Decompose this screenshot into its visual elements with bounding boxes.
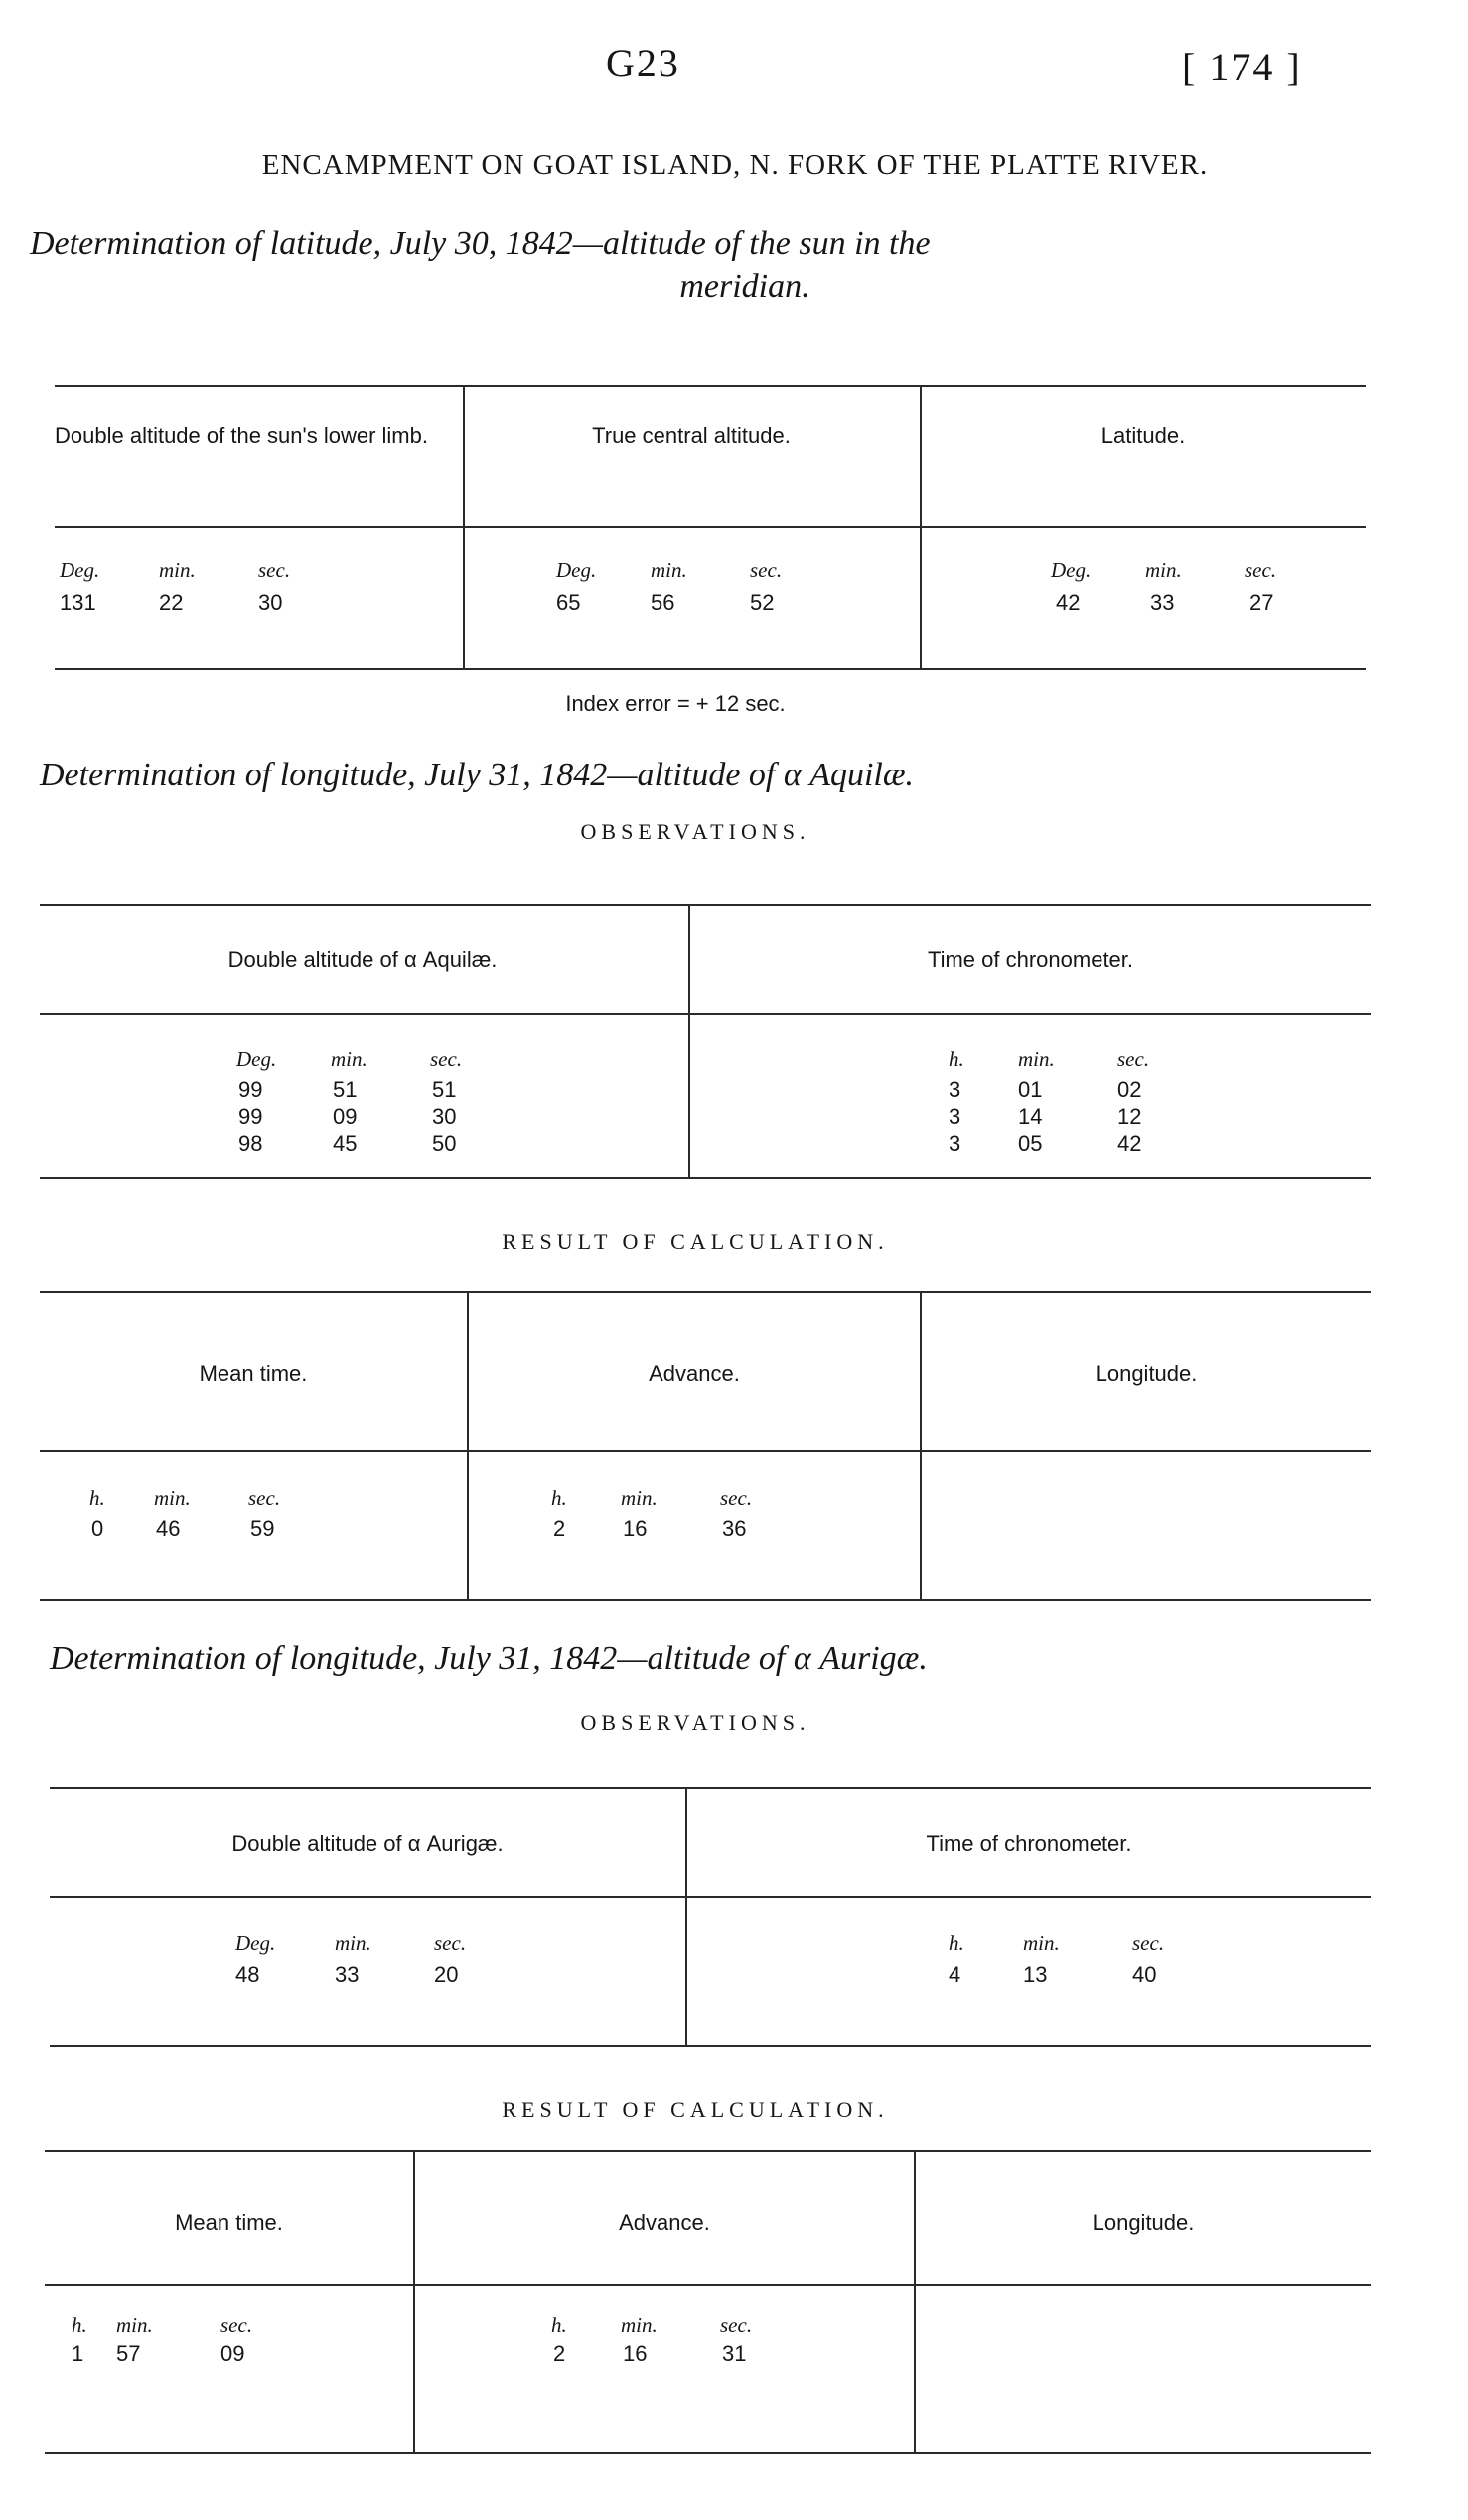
unit-label: min. <box>331 1048 367 1071</box>
unit-row <box>949 1048 1177 1072</box>
table-cell: 36 <box>722 1516 747 1541</box>
table-rule <box>55 385 1366 387</box>
table-rule <box>40 904 1371 906</box>
column-rule <box>685 1787 687 2045</box>
table-cell: 3 <box>949 1077 961 1102</box>
unit-label: min. <box>159 558 196 582</box>
column-rule <box>920 1291 922 1599</box>
table-cell: 22 <box>159 590 184 615</box>
table-cell: 16 <box>623 1516 648 1541</box>
unit-label: sec. <box>258 558 291 582</box>
running-title: ENCAMPMENT ON GOAT ISLAND, N. FORK OF THE PLATTE RIVER. <box>261 149 1209 181</box>
column-header: Advance. <box>649 1361 740 1386</box>
section2-title: Determination of longitude, July 31, 1842—altitude of α Aquilæ. <box>40 757 915 793</box>
table-row <box>556 590 829 616</box>
column-header: Time of chronometer. <box>926 1831 1132 1856</box>
table-cell: 14 <box>1018 1104 1043 1129</box>
unit-label: sec. <box>750 558 783 582</box>
table-row <box>238 1130 492 1157</box>
table-cell: 20 <box>434 1962 459 1987</box>
observations-label: OBSERVATIONS. <box>580 1710 810 1735</box>
unit-row <box>1051 558 1324 583</box>
table-row <box>235 1962 494 1988</box>
table-cell: 12 <box>1117 1104 1142 1129</box>
table-cell: 57 <box>116 2341 141 2366</box>
table-cell: 50 <box>432 1131 457 1156</box>
table-row <box>949 1076 1177 1103</box>
table-cell: 56 <box>651 590 675 615</box>
unit-label: h. <box>551 2313 567 2337</box>
unit-label: sec. <box>720 1486 753 1510</box>
table-cell: 01 <box>1018 1077 1043 1102</box>
unit-row <box>551 2313 780 2338</box>
section3-title: Determination of longitude, July 31, 1842—altitude of α Aurigæ. <box>50 1640 928 1677</box>
table-cell: 27 <box>1249 590 1274 615</box>
table-cell: 65 <box>556 590 581 615</box>
column-rule <box>467 1291 469 1599</box>
column-header: Double altitude of the sun's lower limb. <box>55 423 428 448</box>
unit-label: min. <box>651 558 687 582</box>
column-header: Longitude. <box>1095 1361 1198 1386</box>
table-row <box>949 1962 1192 1988</box>
unit-label: Deg. <box>556 558 597 582</box>
unit-label: h. <box>72 2313 87 2337</box>
table-row <box>949 1130 1177 1157</box>
page-number-right: [ 174 ] <box>1182 45 1302 89</box>
table-rule <box>40 1013 1371 1015</box>
table-cell: 33 <box>335 1962 360 1987</box>
unit-label: min. <box>621 2313 658 2337</box>
column-header: Double altitude of α Aquilæ. <box>227 947 498 972</box>
table-row <box>72 2341 280 2367</box>
unit-label: h. <box>89 1486 105 1510</box>
table-cell: 42 <box>1117 1131 1142 1156</box>
table-rule <box>45 2150 1371 2152</box>
unit-label: min. <box>116 2313 153 2337</box>
result-label: RESULT OF CALCULATION. <box>502 1229 889 1254</box>
unit-label: sec. <box>430 1048 463 1071</box>
unit-row <box>72 2313 280 2338</box>
table-cell: 51 <box>333 1077 358 1102</box>
table-row <box>1056 590 1329 616</box>
table-cell: 3 <box>949 1131 961 1156</box>
table-cell: 2 <box>553 1516 566 1541</box>
unit-label: h. <box>949 1048 964 1071</box>
unit-label: sec. <box>1132 1931 1165 1955</box>
section1-title: Determination of latitude, July 30, 1842—altitude of the sun in the <box>30 225 931 262</box>
unit-label: sec. <box>1245 558 1277 582</box>
unit-label: sec. <box>220 2313 253 2337</box>
unit-label: min. <box>621 1486 658 1510</box>
column-rule <box>413 2150 415 2452</box>
table-cell: 45 <box>333 1131 358 1156</box>
table-cell: 1 <box>72 2341 84 2366</box>
unit-label: Deg. <box>1051 558 1092 582</box>
unit-row <box>949 1931 1192 1956</box>
column-header: Mean time. <box>199 1361 308 1386</box>
column-header: Time of chronometer. <box>927 947 1134 972</box>
table-cell: 09 <box>333 1104 358 1129</box>
table-cell: 51 <box>432 1077 457 1102</box>
table-row <box>238 1103 492 1130</box>
unit-row <box>551 1486 780 1511</box>
table-rule <box>50 2045 1371 2047</box>
table-cell: 40 <box>1132 1962 1157 1987</box>
unit-label: min. <box>1018 1048 1055 1071</box>
table-cell: 05 <box>1018 1131 1043 1156</box>
table-rule <box>40 1599 1371 1601</box>
unit-row <box>89 1486 308 1511</box>
unit-row <box>235 1931 494 1956</box>
table-row <box>553 2341 782 2367</box>
table-cell: 09 <box>220 2341 245 2366</box>
table-cell: 16 <box>623 2341 648 2366</box>
table-row <box>949 1103 1177 1130</box>
table-cell: 99 <box>238 1104 263 1129</box>
table-rule <box>40 1177 1371 1179</box>
column-rule <box>688 904 690 1177</box>
table-row <box>60 590 338 616</box>
table-cell: 30 <box>258 590 283 615</box>
index-error-note: Index error = + 12 sec. <box>565 691 786 716</box>
column-header: Mean time. <box>175 2210 283 2235</box>
unit-label: min. <box>154 1486 191 1510</box>
table-cell: 02 <box>1117 1077 1142 1102</box>
unit-label: sec. <box>1117 1048 1150 1071</box>
observations-label: OBSERVATIONS. <box>580 819 810 844</box>
table-row <box>91 1516 310 1542</box>
table-cell: 131 <box>60 590 96 615</box>
table-cell: 99 <box>238 1077 263 1102</box>
table-cell: 46 <box>156 1516 181 1541</box>
table-rule <box>55 526 1366 528</box>
table-cell: 4 <box>949 1962 961 1987</box>
table-row <box>553 1516 782 1542</box>
table-cell: 98 <box>238 1131 263 1156</box>
table-cell: 31 <box>722 2341 747 2366</box>
unit-row <box>60 558 338 583</box>
unit-label: Deg. <box>236 1048 277 1071</box>
unit-label: Deg. <box>60 558 100 582</box>
table-rule <box>45 2452 1371 2454</box>
unit-label: sec. <box>720 2313 753 2337</box>
unit-label: min. <box>1145 558 1182 582</box>
table-rule <box>50 1787 1371 1789</box>
table-cell: 59 <box>250 1516 275 1541</box>
table-cell: 13 <box>1023 1962 1048 1987</box>
unit-label: min. <box>335 1931 371 1955</box>
table-cell: 2 <box>553 2341 566 2366</box>
unit-label: sec. <box>434 1931 467 1955</box>
table-rule <box>50 1896 1371 1898</box>
table-cell: 3 <box>949 1104 961 1129</box>
table-cell: 42 <box>1056 590 1081 615</box>
table-cell: 52 <box>750 590 775 615</box>
unit-label: Deg. <box>235 1931 276 1955</box>
section1-title-cont: meridian. <box>679 268 810 305</box>
column-header: Double altitude of α Aurigæ. <box>231 1831 504 1856</box>
result-label: RESULT OF CALCULATION. <box>502 2097 889 2122</box>
table-row <box>238 1076 492 1103</box>
column-header: Latitude. <box>1101 423 1186 448</box>
column-rule <box>914 2150 916 2452</box>
page-number-left: G23 <box>606 41 680 85</box>
column-header: Longitude. <box>1092 2210 1195 2235</box>
table-cell: 48 <box>235 1962 260 1987</box>
table-rule <box>45 2284 1371 2286</box>
table-rule <box>40 1291 1371 1293</box>
table-cell: 0 <box>91 1516 104 1541</box>
table-cell: 33 <box>1150 590 1175 615</box>
table-cell: 30 <box>432 1104 457 1129</box>
unit-label: h. <box>551 1486 567 1510</box>
unit-label: sec. <box>248 1486 281 1510</box>
table-rule <box>55 668 1366 670</box>
unit-row <box>236 1048 490 1072</box>
column-header: True central altitude. <box>592 423 791 448</box>
unit-label: h. <box>949 1931 964 1955</box>
unit-label: min. <box>1023 1931 1060 1955</box>
table-rule <box>40 1450 1371 1452</box>
column-header: Advance. <box>619 2210 710 2235</box>
unit-row <box>556 558 829 583</box>
